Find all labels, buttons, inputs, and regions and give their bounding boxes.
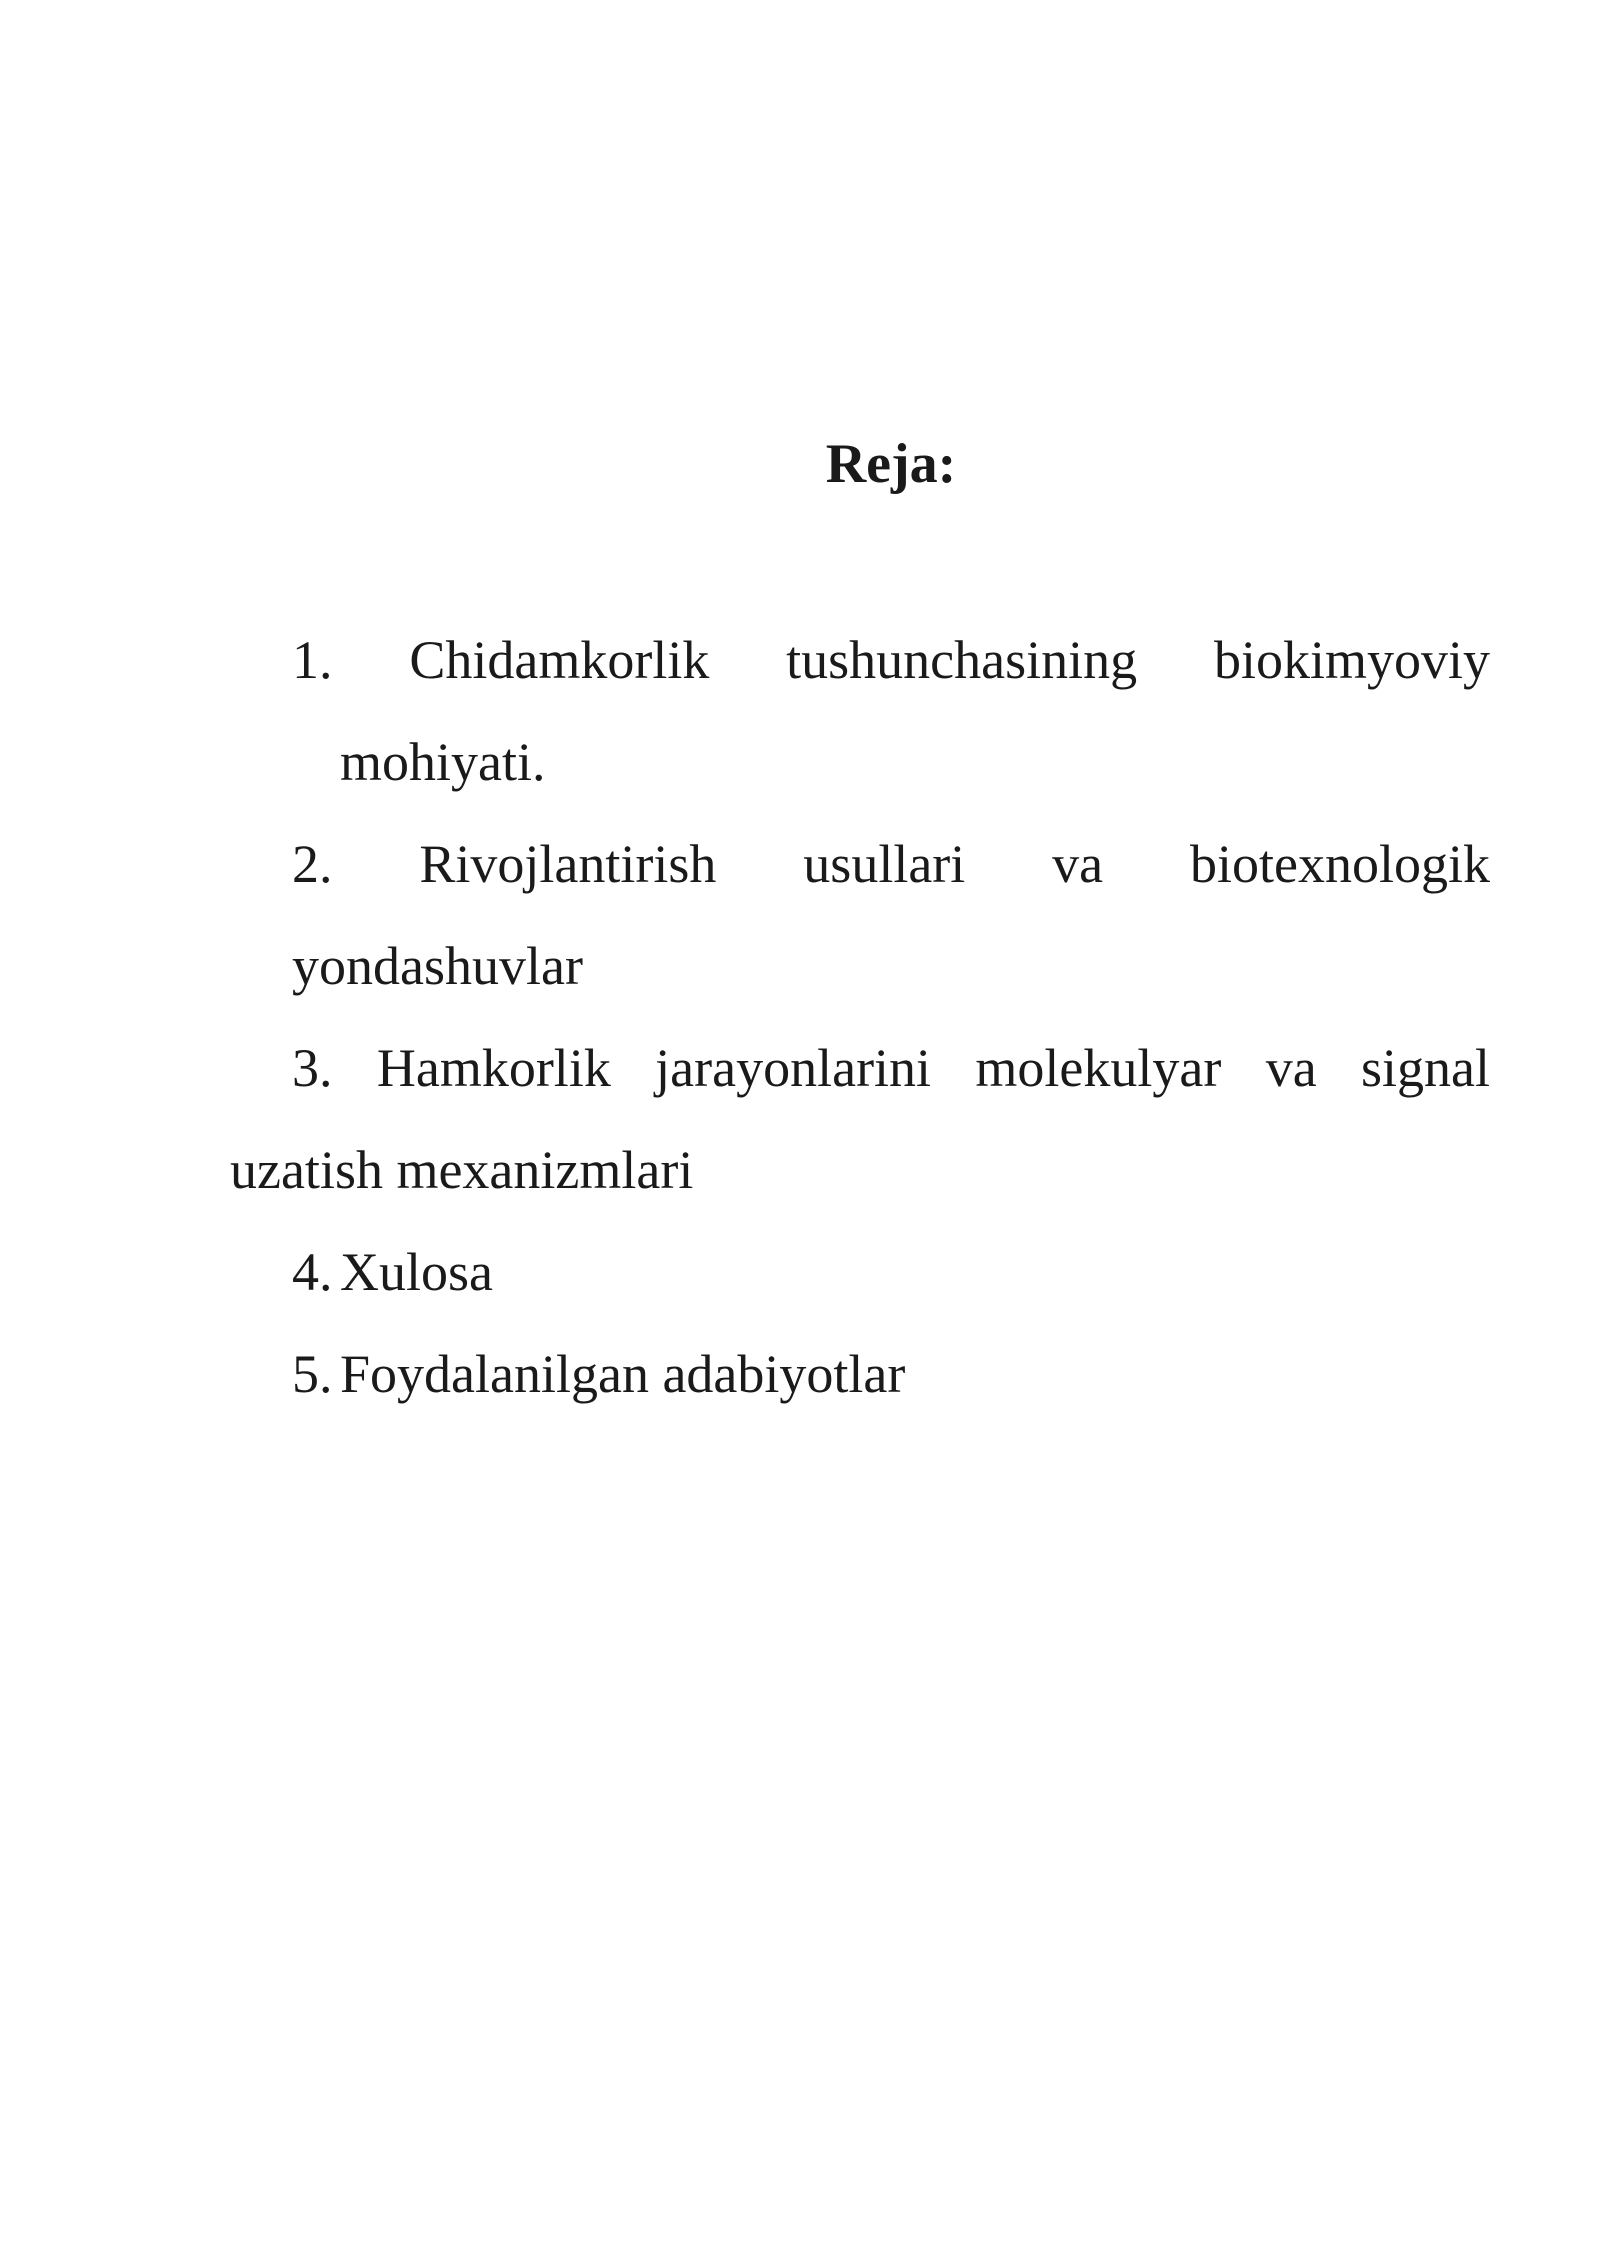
page-title: Reja: xyxy=(825,433,957,495)
list-item-1-number: 1. xyxy=(292,630,333,690)
list-item-5-text: Foydalanilgan adabiyotlar xyxy=(340,1344,906,1404)
list-item-4 xyxy=(292,1240,493,1304)
list-item-1-text: Chidamkorlik tushunchasining biokimyoviy xyxy=(409,630,1490,690)
list-item-2-line-1 xyxy=(292,832,1490,896)
list-item-1-line-1 xyxy=(292,628,1490,692)
list-item-5 xyxy=(292,1342,905,1406)
list-item-2-line-2: yondashuvlar xyxy=(292,936,583,996)
list-item-3-line-1 xyxy=(292,1036,1490,1100)
list-item-5-number: 5. xyxy=(292,1344,333,1404)
list-item-2-text: Rivojlantirish usullari va biotexnologik xyxy=(419,834,1491,894)
list-item-2-number: 2. xyxy=(292,834,333,894)
list-item-4-text: Xulosa xyxy=(340,1242,493,1302)
list-item-3-line-2: uzatish mexanizmlari xyxy=(230,1140,694,1200)
list-item-3-number: 3. xyxy=(292,1038,333,1098)
list-item-4-number: 4. xyxy=(292,1242,333,1302)
list-item-1-line-2: mohiyati. xyxy=(340,732,546,792)
list-item-3-text: Hamkorlik jarayonlarini molekulyar va signal xyxy=(376,1038,1491,1098)
